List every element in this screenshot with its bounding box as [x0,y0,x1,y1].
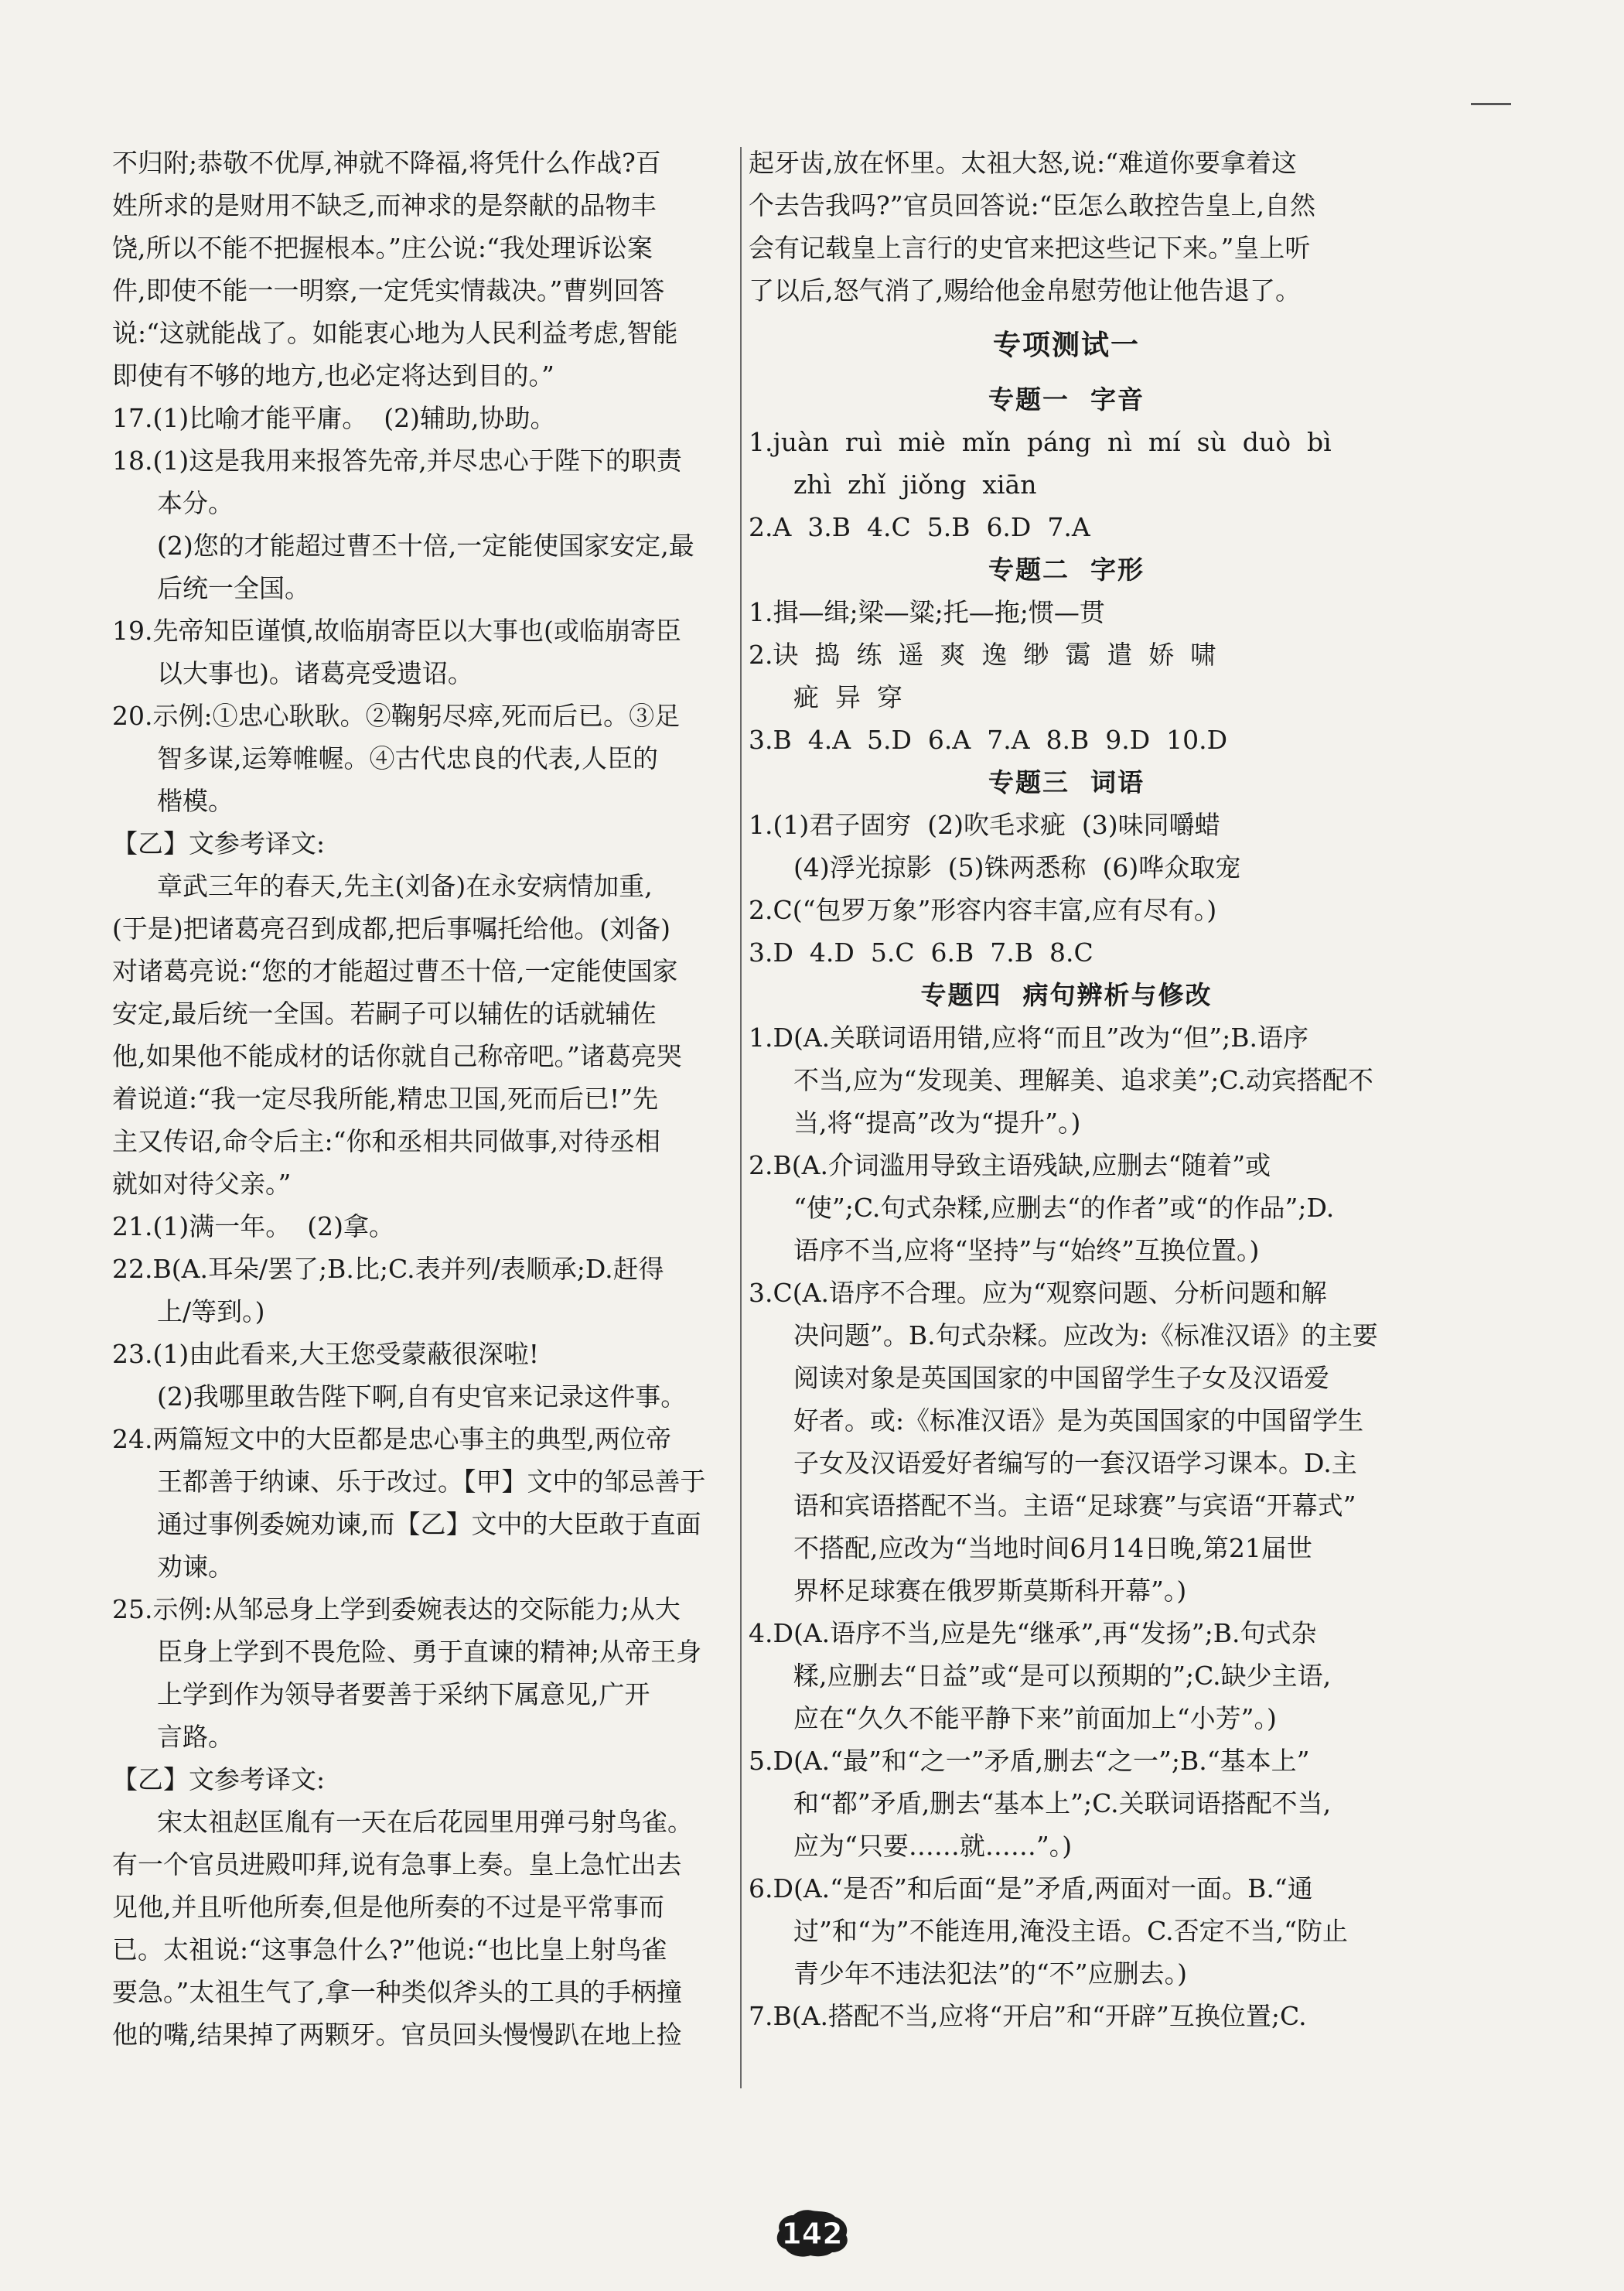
right-column-line: 1.揖—缉;梁—粱;托—拖;惯—贯 [749,597,1105,627]
left-column-line: 上学到作为领导者要善于采纳下属意见,广开 [157,1679,650,1709]
left-column-line: 上/等到。) [157,1296,265,1326]
left-column-line: 以大事也)。诸葛亮受遗诏。 [157,658,473,688]
right-column-line: 专题三 词语 [988,767,1145,797]
right-column-line: 语序不当,应将“坚持”与“始终”互换位置。) [793,1235,1260,1265]
right-column-line: 2.A 3.B 4.C 5.B 6.D 7.A [749,512,1090,542]
left-column-line: 他的嘴,结果掉了两颗牙。官员回头慢慢趴在地上捡 [112,2020,682,2050]
left-column-line: 21.(1)满一年。 (2)拿。 [112,1211,394,1241]
left-column-line: 楷模。 [157,786,234,816]
right-column-line: 界杯足球赛在俄罗斯莫斯科开幕”。) [793,1576,1187,1606]
left-column-line: 后统一全国。 [157,573,310,603]
left-column-line: 言路。 [157,1722,234,1752]
left-column-line: 即使有不够的地方,也必定将达到目的。” [112,360,554,391]
right-column-line: 3.D 4.D 5.C 6.B 7.B 8.C [749,937,1093,968]
left-column-line: 24.两篇短文中的大臣都是忠心事主的典型,两位帝 [112,1424,671,1454]
right-column-line: “使”;C.句式杂糅,应删去“的作者”或“的作品”;D. [793,1193,1335,1223]
right-column-line: 1.juàn ruì miè mǐn páng nì mí sù duò bì [749,427,1332,457]
right-column-line: 专题一 字音 [988,384,1145,415]
corner-dash [1471,103,1511,105]
left-column-line: 19.先帝知臣谨慎,故临崩寄臣以大事也(或临崩寄臣 [112,616,681,646]
left-column-line: 【乙】文参考译文: [112,1764,326,1794]
left-column-line: (于是)把诸葛亮召到成都,把后事嘱托给他。(刘备) [112,913,670,944]
right-column-line: 专题二 字形 [988,555,1145,585]
right-column-line: 2.C(“包罗万象”形容内容丰富,应有尽有。) [749,895,1217,925]
left-column-line: 安定,最后统一全国。若嗣子可以辅佐的话就辅佐 [112,999,657,1029]
right-column-line: 糅,应删去“日益”或“是可以预期的”;C.缺少主语, [793,1661,1332,1691]
right-column-line: 专项测试一 [992,329,1140,361]
right-column-line: 子女及汉语爱好者编写的一套汉语学习课本。D.主 [793,1448,1357,1478]
right-column-line: 个去告我吗?”官员回答说:“臣怎么敢控告皇上,自然 [749,190,1316,220]
right-column-line: 疵 异 穿 [793,682,902,712]
left-column-line: 【乙】文参考译文: [112,828,326,859]
left-column-line: 18.(1)这是我用来报答先帝,并尽忠心于陛下的职责 [112,446,682,476]
right-column [749,142,1384,2037]
right-column-line: 1.D(A.关联词语用错,应将“而且”改为“但”;B.语序 [749,1023,1308,1053]
left-column-line: 有一个官员进殿叩拜,说有急事上奏。皇上急忙出去 [112,1849,682,1880]
right-column-line: 2.诀 捣 练 遥 爽 逸 缈 霭 遣 娇 啸 [749,640,1216,670]
left-column-line: (2)您的才能超过曹丕十倍,一定能使国家安定,最 [157,531,694,561]
right-column-line: 7.B(A.搭配不当,应将“开启”和“开辟”互换位置;C. [749,2001,1307,2031]
left-column-line: 智多谋,运筹帷幄。④古代忠良的代表,人臣的 [157,743,658,773]
left-column-line: 宋太祖赵匡胤有一天在后花园里用弹弓射鸟雀。 [157,1807,693,1837]
right-column-line: 好者。或:《标准汉语》是为英国国家的中国留学生 [793,1405,1364,1436]
right-column-line: 1.(1)君子固穷 (2)吹毛求疵 (3)味同嚼蜡 [749,810,1220,840]
left-column-line: 着说道:“我一定尽我所能,精忠卫国,死而后已!”先 [112,1084,659,1114]
left-column-line: 见他,并且听他所奏,但是他所奏的不过是平常事而 [112,1892,664,1922]
right-column-line: 应为“只要……就……”。) [793,1831,1073,1861]
left-column-line: 通过事例委婉劝谏,而【乙】文中的大臣敢于直面 [157,1509,701,1539]
right-column-line: (4)浮光掠影 (5)铢两悉称 (6)哗众取宠 [793,852,1241,883]
right-column-line: 应在“久久不能平静下来”前面加上“小芳”。) [793,1703,1277,1733]
left-column-line: 姓所求的是财用不缺乏,而神求的是祭献的品物丰 [112,190,657,220]
left-column-line: 20.示例:①忠心耿耿。②鞠躬尽瘁,死而后已。③足 [112,701,681,731]
left-column-line: 17.(1)比喻才能平庸。 (2)辅助,协助。 [112,403,556,433]
left-column-line: 不归附;恭敬不优厚,神就不降福,将凭什么作战?百 [112,148,661,178]
right-column-line: 决问题”。B.句式杂糅。应改为:《标准汉语》的主要 [793,1320,1378,1350]
right-column-line: 和“都”矛盾,删去“基本上”;C.关联词语搭配不当, [793,1788,1332,1818]
left-column-line: 22.B(A.耳朵/罢了;B.比;C.表并列/表顺承;D.赶得 [112,1254,664,1284]
right-column-line: 了以后,怒气消了,赐给他金帛慰劳他让他告退了。 [749,275,1301,306]
right-column-line: 3.B 4.A 5.D 6.A 7.A 8.B 9.D 10.D [749,725,1228,755]
right-column-line: 3.C(A.语序不合理。应为“观察问题、分析问题和解 [749,1278,1327,1308]
right-column-line: 专题四 病句辨析与修改 [920,980,1213,1010]
column-divider [740,147,742,2088]
right-column-line: 不当,应为“发现美、理解美、追求美”;C.动宾搭配不 [793,1065,1373,1095]
left-column-line: 件,即使不能一一明察,一定凭实情裁决。”曹刿回答 [112,275,665,306]
right-column-line: 语和宾语搭配不当。主语“足球赛”与宾语“开幕式” [793,1490,1356,1521]
right-column-line: 6.D(A.“是否”和后面“是”矛盾,两面对一面。B.“通 [749,1873,1313,1903]
left-column-line: 23.(1)由此看来,大王您受蒙蔽很深啦! [112,1339,539,1369]
left-column-line: 要急。”太祖生气了,拿一种类似斧头的工具的手柄撞 [112,1977,682,2007]
right-column-line: 会有记载皇上言行的史官来把这些记下来。”皇上听 [749,233,1311,263]
page-number-badge [773,2209,851,2259]
left-column-line: 主又传诏,命令后主:“你和丞相共同做事,对待丞相 [112,1126,660,1156]
right-column-line: 2.B(A.介词滥用导致主语残缺,应删去“随着”或 [749,1150,1271,1180]
left-column-line: 臣身上学到不畏危险、勇于直谏的精神;从帝王身 [157,1637,702,1667]
left-column-line: (2)我哪里敢告陛下啊,自有史官来记录这件事。 [157,1381,687,1412]
right-column-line: 4.D(A.语序不当,应是先“继承”,再“发扬”;B.句式杂 [749,1618,1317,1648]
left-column [112,142,731,2056]
left-column-line: 王都善于纳谏、乐于改过。【甲】文中的邹忌善于 [157,1466,706,1497]
left-column-line: 劝谏。 [157,1552,234,1582]
right-column-line: 青少年不违法犯法”的“不”应删去。) [793,1958,1187,1989]
left-column-line: 本分。 [157,488,234,518]
right-column-line: 5.D(A.“最”和“之一”矛盾,删去“之一”;B.“基本上” [749,1746,1310,1776]
left-column-line: 已。太祖说:“这事急什么?”他说:“也比皇上射鸟雀 [112,1934,667,1965]
right-column-line: 不搭配,应改为“当地时间6月14日晚,第21届世 [793,1533,1312,1563]
left-column-line: 他,如果他不能成材的话你就自己称帝吧。”诸葛亮哭 [112,1041,682,1071]
page-number: 142 [781,2217,843,2251]
left-column-line: 说:“这就能战了。如能衷心地为人民利益考虑,智能 [112,318,678,348]
left-column-line: 章武三年的春天,先主(刘备)在永安病情加重, [157,871,653,901]
right-column-line: 当,将“提高”改为“提升”。) [793,1108,1081,1138]
right-column-line: 阅读对象是英国国家的中国留学生子女及汉语爱 [793,1363,1329,1393]
right-column-line: 过”和“为”不能连用,淹没主语。C.否定不当,“防止 [793,1916,1349,1946]
left-column-line: 对诸葛亮说:“您的才能超过曹丕十倍,一定能使国家 [112,956,678,986]
left-column-line: 就如对待父亲。” [112,1169,292,1199]
left-column-line: 饶,所以不能不把握根本。”庄公说:“我处理诉讼案 [112,233,653,263]
left-column-line: 25.示例:从邹忌身上学到委婉表达的交际能力;从大 [112,1594,681,1624]
right-column-line: 起牙齿,放在怀里。太祖大怒,说:“难道你要拿着这 [749,148,1297,178]
right-column-line: zhì zhǐ jiǒng xiān [793,469,1037,500]
